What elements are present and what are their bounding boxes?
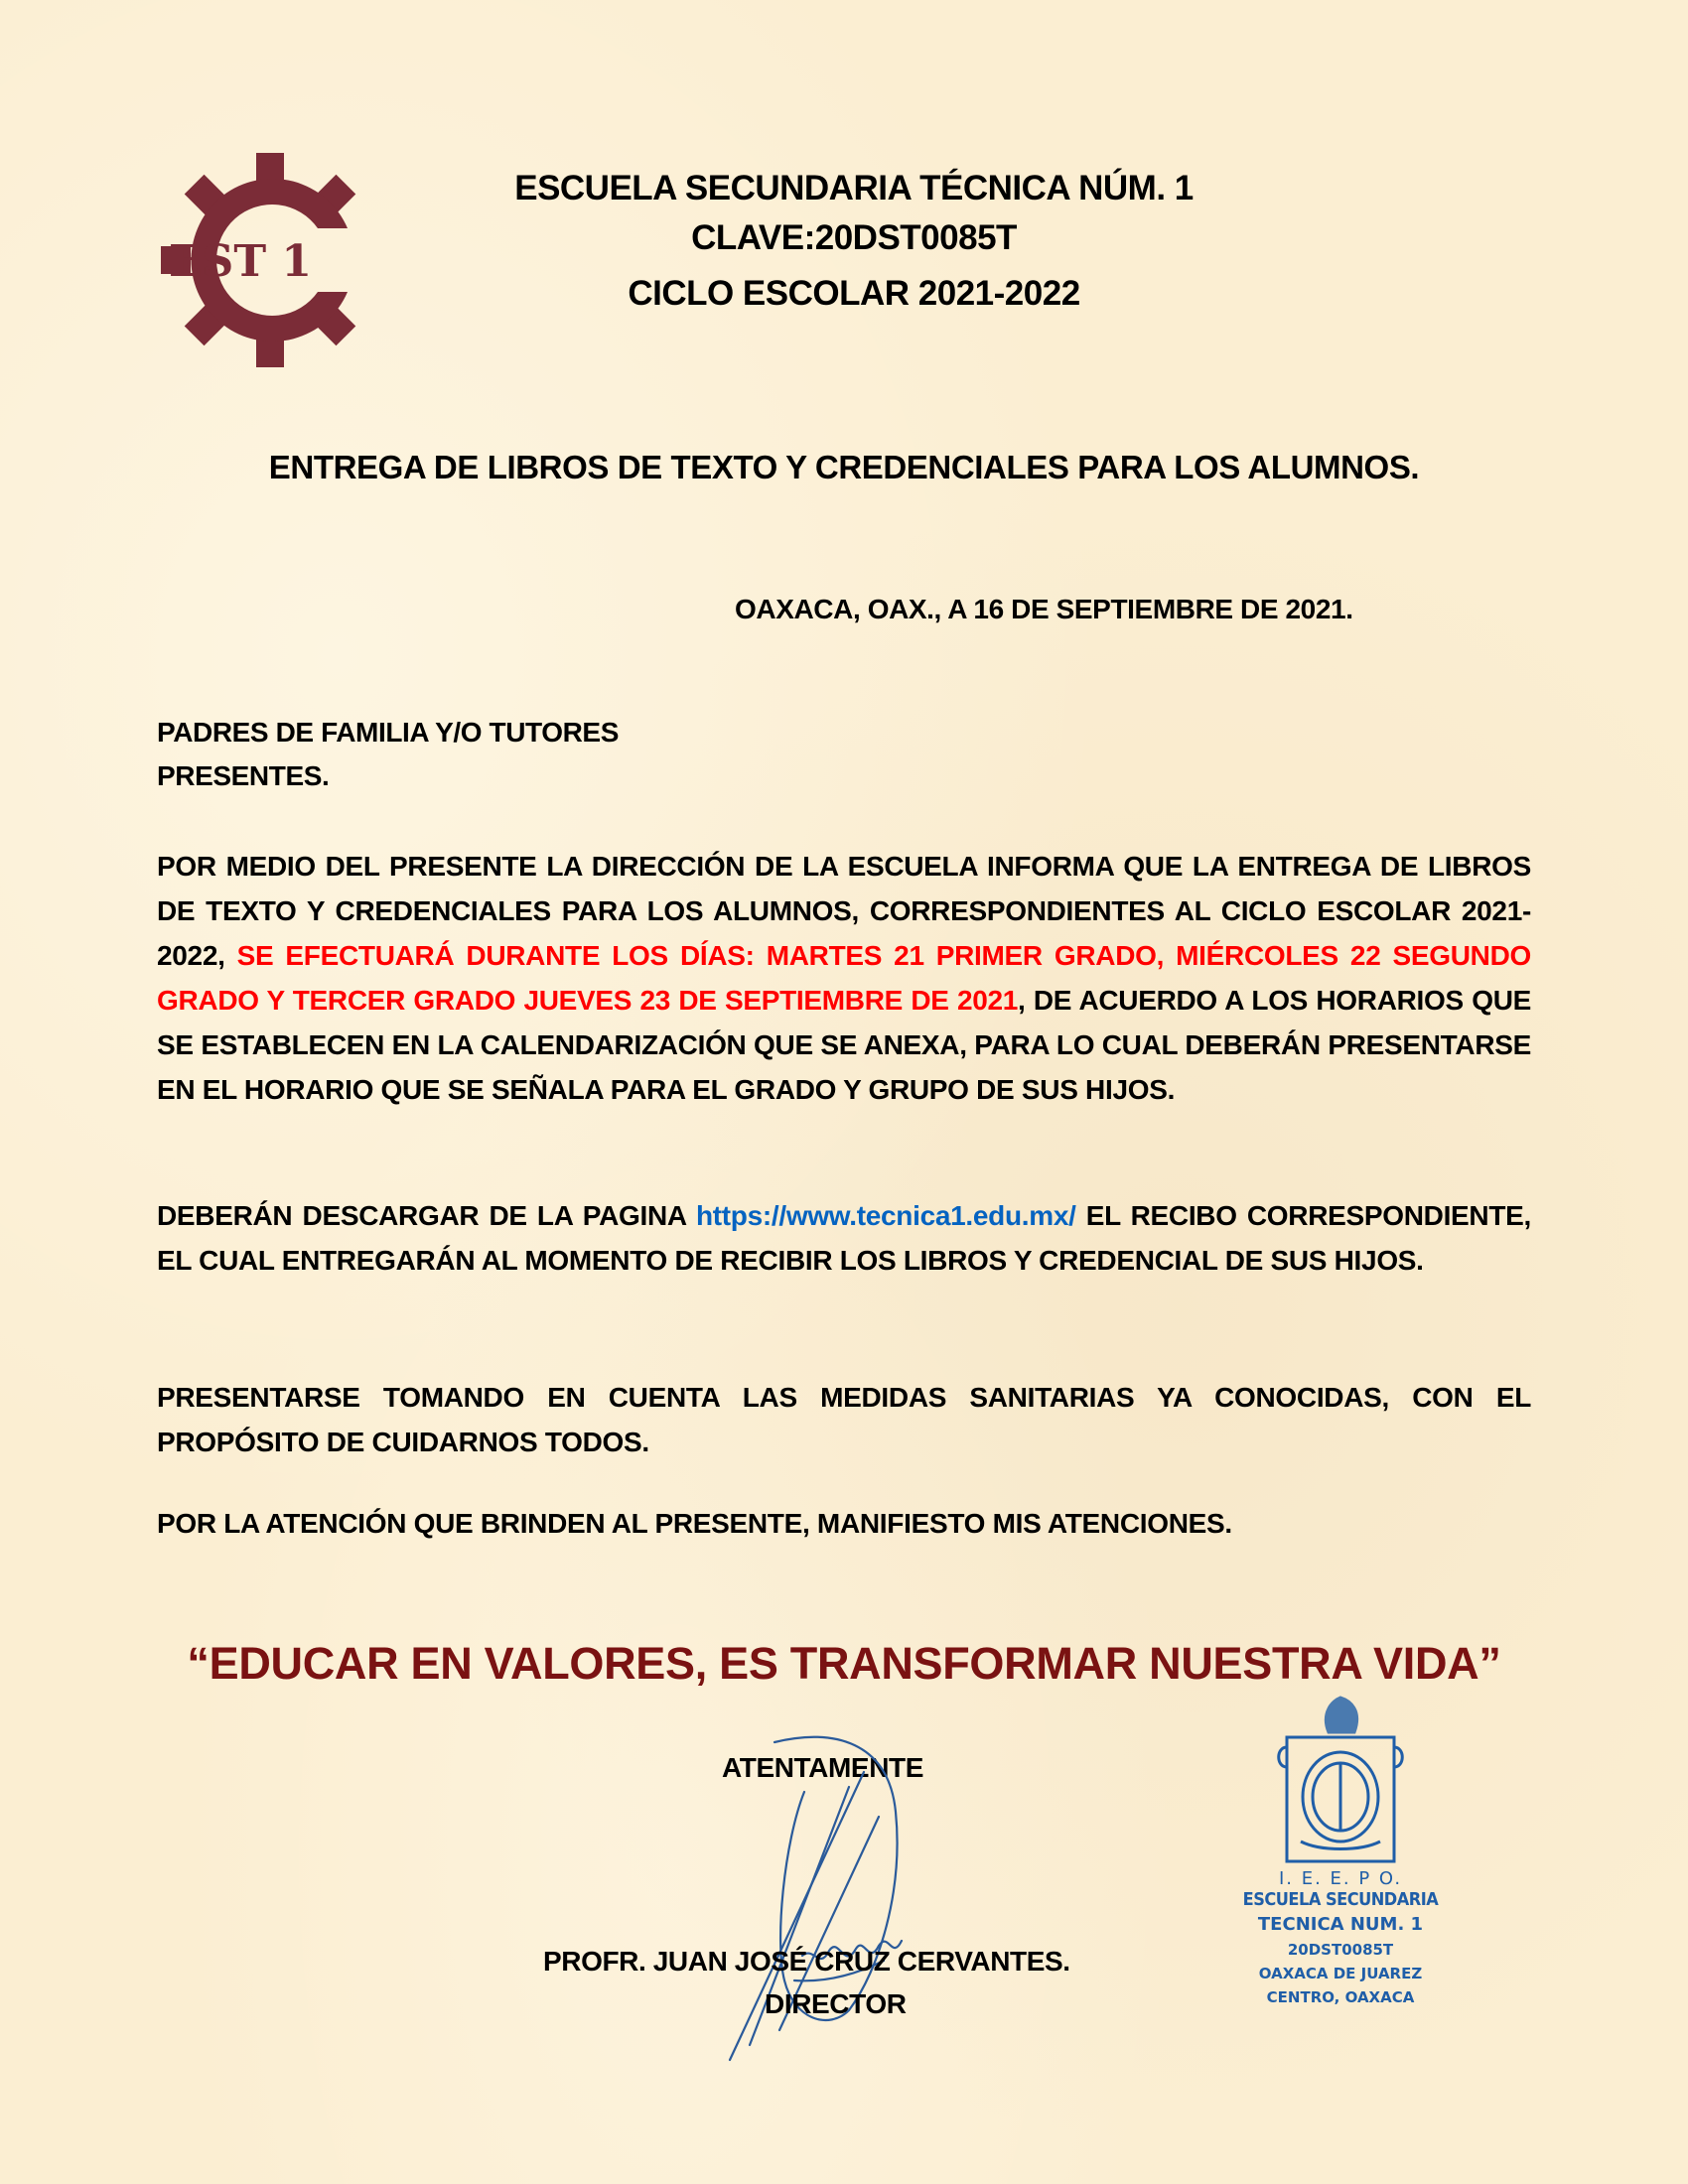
paragraph-text: DEBERÁN DESCARGAR DE LA PAGINA: [157, 1200, 696, 1231]
coat-of-arms-icon: [1221, 1693, 1460, 1866]
official-stamp: [1221, 1693, 1460, 2030]
signer-title: DIRECTOR: [765, 1988, 907, 2019]
school-logo: [159, 149, 377, 372]
school-name: ESCUELA SECUNDARIA TÉCNICA NÚM. 1: [514, 169, 1194, 207]
body-paragraph-3: PRESENTARSE TOMANDO EN CUENTA LAS MEDIDAS SANITARIAS YA CONOCIDAS, CON EL PROPÓSITO DE CUIDARNOS TODOS.: [157, 1382, 1531, 1457]
delivery-dates-highlight: SE EFECTUARÁ DURANTE LOS DÍAS: MARTES 21 PRIMER GRADO, MIÉRCOLES 22 SEGUNDO GRADO Y TERCER GRADO JUEVES 23 DE SEPTIEMBRE DE 2021: [157, 940, 1531, 1016]
school-clave: CLAVE:20DST0085T: [691, 218, 1017, 257]
svg-text:EST 1: EST 1: [169, 236, 312, 287]
signer-name: PROFR. JUAN JOSÉ CRUZ CERVANTES.: [543, 1946, 1070, 1977]
recipient-line-1: PADRES DE FAMILIA Y/O TUTORES: [157, 717, 619, 748]
document-subject: ENTREGA DE LIBROS DE TEXTO Y CREDENCIALES PARA LOS ALUMNOS.: [268, 449, 1420, 485]
stamp-line-4: 20DST0085T: [1287, 1941, 1394, 1959]
body-paragraph-4: POR LA ATENCIÓN QUE BRINDEN AL PRESENTE, MANIFIESTO MIS ATENCIONES.: [157, 1508, 1232, 1539]
stamp-line-2: ESCUELA SECUNDARIA: [1242, 1889, 1439, 1910]
stamp-line-1: I. E. E. P O.: [1278, 1868, 1403, 1889]
body-paragraph-1: [157, 844, 1531, 1112]
stamp-line-5: OAXACA DE JUAREZ: [1258, 1965, 1423, 1982]
body-paragraph-2: [157, 1193, 1531, 1283]
stamp-line-3: TECNICA NUM. 1: [1257, 1914, 1424, 1935]
gear-icon: [159, 149, 377, 372]
school-website-link[interactable]: https://www.tecnica1.edu.mx/: [695, 1200, 1076, 1231]
paragraph-text: POR MEDIO DEL PRESENTE LA DIRECCIÓN DE LA ESCUELA INFORMA QUE LA ENTREGA DE LIBROS DE TEXTO Y CREDENCIALES PARA LOS ALUMNOS, CORRESPONDIENTES AL CICLO ESCOLAR 2021-2022,: [157, 851, 1531, 971]
closing-atentamente: ATENTAMENTE: [722, 1752, 923, 1783]
school-motto: “EDUCAR EN VALORES, ES TRANSFORMAR NUESTRA VIDA”: [187, 1638, 1501, 1689]
place-date: OAXACA, OAX., A 16 DE SEPTIEMBRE DE 2021.: [735, 594, 1353, 624]
school-cycle: CICLO ESCOLAR 2021-2022: [628, 274, 1080, 313]
stamp-line-6: CENTRO, OAXACA: [1266, 1988, 1415, 2006]
recipient-line-2: PRESENTES.: [157, 760, 330, 791]
paragraph-text: EL RECIBO CORRESPONDIENTE, EL CUAL ENTREGARÁN AL MOMENTO DE RECIBIR LOS LIBROS Y CREDENCIAL DE SUS HIJOS.: [157, 1200, 1531, 1276]
paragraph-text: , DE ACUERDO A LOS HORARIOS QUE SE ESTABLECEN EN LA CALENDARIZACIÓN QUE SE ANEXA, PARA LO CUAL DEBERÁN PRESENTARSE EN EL HORARIO QUE SE SEÑALA PARA EL GRADO Y GRUPO DE SUS HIJOS.: [157, 985, 1531, 1105]
